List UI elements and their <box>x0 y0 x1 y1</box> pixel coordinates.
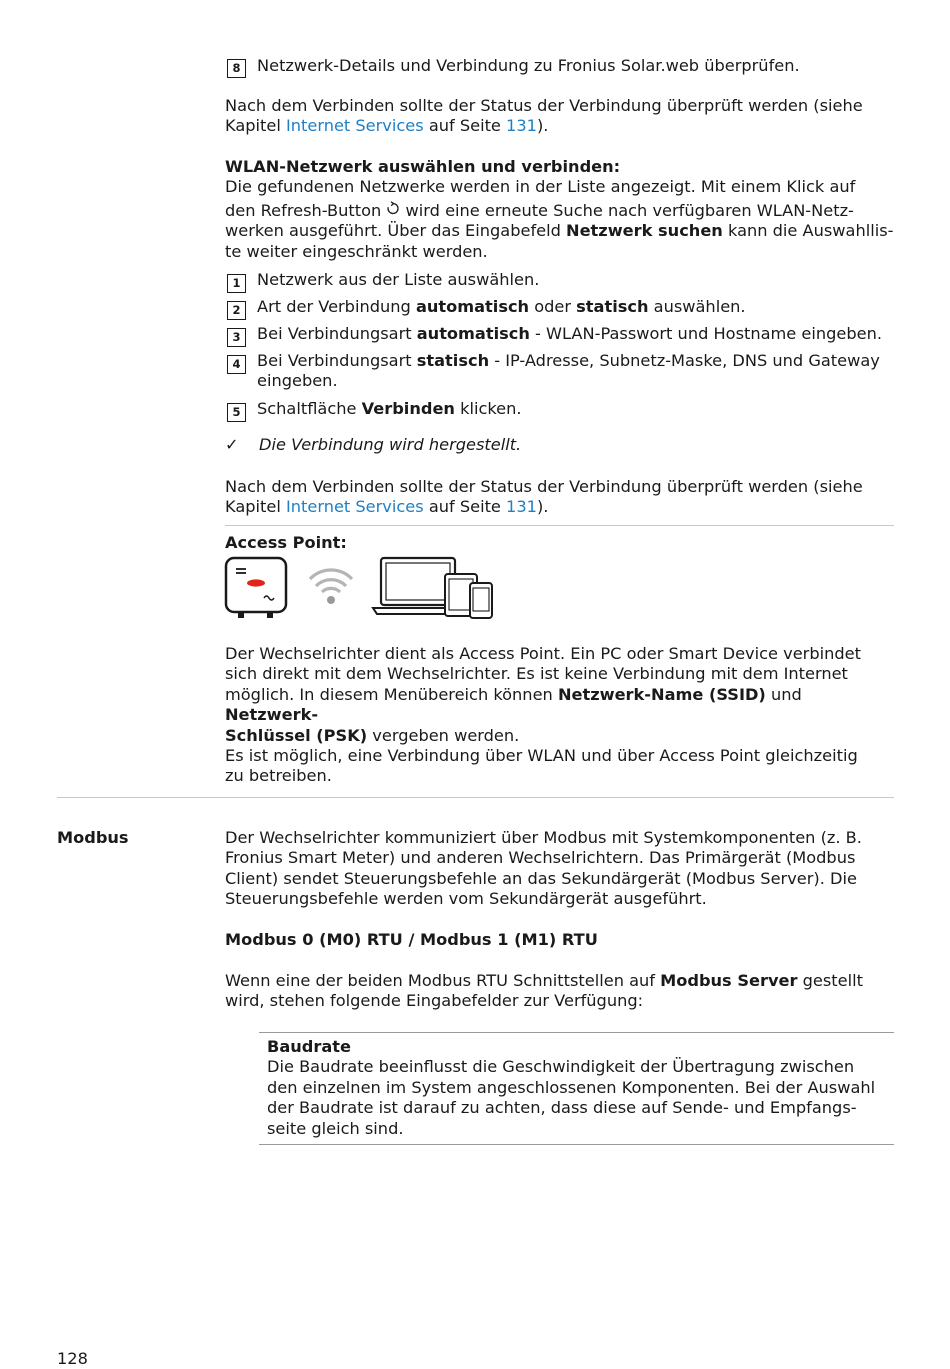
page-131-link-2[interactable]: 131 <box>506 497 537 517</box>
modbus-server-1c: gestellt <box>797 971 863 990</box>
wlan-intro-3c: kann die Auswahllis- <box>722 221 894 241</box>
modbus-line-1: Der Wechselrichter kommuniziert über Modbus mit Systemkomponenten (z. B. <box>225 828 862 847</box>
page-131-link[interactable]: 131 <box>506 116 537 136</box>
section-divider <box>225 525 894 526</box>
step-text-2 <box>257 297 897 317</box>
status-check-paragraph-2 <box>225 477 895 518</box>
step-2-e: auswählen. <box>648 297 746 316</box>
verbinden-term: Verbinden <box>361 399 455 418</box>
step-number-8: 8 <box>227 59 246 78</box>
netzwerk-suchen-term: Netzwerk suchen <box>566 221 723 241</box>
ap-line-2: sich direkt mit dem Wechselrichter. Es ist keine Verbindung mit dem Internet <box>225 664 848 684</box>
status-check-text: Nach dem Verbinden sollte der Status der Verbindung überprüft werden (siehe Kapitel <box>225 96 863 136</box>
baudrate-line-1: Die Baudrate beeinflusst die Geschwindigkeit der Übertragung zwischen <box>267 1057 855 1077</box>
refresh-icon <box>386 201 400 217</box>
access-point-heading-text: Access Point: <box>225 533 347 552</box>
step-5-a: Schaltfläche <box>257 399 362 418</box>
ap-line-3c: und <box>765 684 802 704</box>
ap-line-6: zu betreiben. <box>225 766 332 786</box>
baudrate-line-2: den einzelnen im System angeschlossenen Komponenten. Bei der Auswahl <box>267 1077 876 1097</box>
step-3-a: Bei Verbindungsart <box>257 324 417 343</box>
step-3-c: - WLAN-Passwort und Hostname eingeben. <box>529 324 882 343</box>
step-4-b: statisch <box>416 351 490 370</box>
wlan-intro-line-1: Die gefundenen Netzwerke werden in der Liste angezeigt. Mit einem Klick auf <box>225 177 856 197</box>
step-number-2: 2 <box>227 301 246 320</box>
ap-line-1: Der Wechselrichter dient als Access Point. Ein PC oder Smart Device verbindet <box>225 644 861 663</box>
modbus-subheading <box>225 930 895 950</box>
wlan-heading: WLAN-Netzwerk auswählen und verbinden: <box>225 157 621 176</box>
wifi-icon <box>310 570 352 604</box>
modbus-server-1a: Wenn eine der beiden Modbus RTU Schnittstellen auf <box>225 971 661 990</box>
ap-line-4b: vergeben werden. <box>367 725 520 745</box>
inverter-icon <box>226 558 286 618</box>
status-check-text-mid: auf Seite <box>423 116 507 136</box>
modbus-server-line-1 <box>225 971 895 991</box>
wlan-intro-line-2 <box>225 201 895 221</box>
result-checkmark: ✓ <box>225 435 239 454</box>
modbus-divider <box>57 797 894 798</box>
step-2-c: oder <box>529 297 577 316</box>
status-check-text-post: ). <box>536 116 549 136</box>
step-text-5 <box>257 399 897 419</box>
modbus-side-label <box>57 828 129 848</box>
step-number-3: 3 <box>227 328 246 347</box>
step-2-b: automatisch <box>415 297 530 316</box>
page-number: 128 <box>57 1349 88 1368</box>
step-5-c: klicken. <box>454 399 522 418</box>
step-4-a: Bei Verbindungsart <box>257 351 417 370</box>
result-text: Die Verbindung wird hergestellt. <box>259 435 522 454</box>
phone-icon <box>470 583 492 618</box>
baudrate-line-4: seite gleich sind. <box>267 1118 404 1138</box>
modbus-server-term: Modbus Server <box>660 971 798 990</box>
baudrate-title: Baudrate <box>267 1037 351 1056</box>
step-text-3 <box>257 324 897 344</box>
baudrate-line-3: der Baudrate ist darauf zu achten, dass diese auf Sende- und Empfangs- <box>267 1098 857 1118</box>
ap-line-3a: möglich. In diesem Menübereich können <box>225 684 558 704</box>
modbus-server-line-2: wird, stehen folgende Eingabefelder zur Verfügung: <box>225 991 644 1011</box>
internet-services-link[interactable]: Internet Services <box>285 116 424 136</box>
baudrate-block <box>267 1037 892 1139</box>
ap-line-3 <box>225 685 895 726</box>
baudrate-box-bottom <box>259 1144 894 1145</box>
access-point-description <box>225 644 895 787</box>
wlan-intro-line-3 <box>225 221 895 241</box>
baudrate-box-top <box>259 1032 894 1033</box>
step-2-d: statisch <box>576 297 649 316</box>
modbus-line-3: Client) sendet Steuerungsbefehle an das Sekundärgerät (Modbus Server). Die <box>225 868 857 888</box>
step-4-d: eingeben. <box>257 371 338 391</box>
modbus-subheading-text: Modbus 0 (M0) RTU / Modbus 1 (M1) RTU <box>225 930 598 949</box>
internet-services-link-2[interactable]: Internet Services <box>285 497 424 517</box>
access-point-illustration <box>224 556 504 622</box>
modbus-line-2: Fronius Smart Meter) und anderen Wechselrichtern. Das Primärgerät (Modbus <box>225 848 856 868</box>
wlan-intro-2b: wird eine erneute Suche nach verfügbaren WLAN-Netz- <box>400 200 854 220</box>
modbus-line-4: Steuerungsbefehle werden vom Sekundärgerät ausgeführt. <box>225 889 707 909</box>
status-check-text-mid-2: auf Seite <box>423 497 507 517</box>
psk-term-part-1: Netzwerk- <box>225 705 319 725</box>
modbus-intro <box>225 828 895 910</box>
step-text-8: Netzwerk-Details und Verbindung zu Fronius Solar.web überprüfen. <box>257 56 800 75</box>
modbus-side-label-text: Modbus <box>57 828 129 847</box>
wlan-intro-line-4: te weiter eingeschränkt werden. <box>225 241 488 261</box>
step-number-5: 5 <box>227 403 246 422</box>
modbus-server-paragraph <box>225 971 895 1012</box>
access-point-heading <box>225 533 895 553</box>
step-text-1: Netzwerk aus der Liste auswählen. <box>257 270 540 289</box>
step-2-a: Art der Verbindung <box>257 297 416 316</box>
wlan-intro-2a: den Refresh-Button <box>225 200 387 220</box>
status-check-text-2: Nach dem Verbinden sollte der Status der Verbindung überprüft werden (siehe Kapitel <box>225 477 863 517</box>
wlan-section <box>225 157 895 262</box>
step-4-c: - IP-Adresse, Subnetz-Maske, DNS und Gateway <box>489 351 880 370</box>
ssid-term: Netzwerk-Name (SSID) <box>557 684 766 704</box>
ap-line-4 <box>225 726 895 746</box>
step-number-1: 1 <box>227 274 246 293</box>
status-check-paragraph-1 <box>225 96 895 137</box>
step-number-4: 4 <box>227 355 246 374</box>
wlan-intro-3a: werken ausgeführt. Über das Eingabefeld <box>225 221 567 241</box>
step-text-4 <box>257 351 897 392</box>
psk-term-part-2: Schlüssel (PSK) <box>225 725 368 745</box>
status-check-text-post-2: ). <box>536 497 549 517</box>
ap-line-5: Es ist möglich, eine Verbindung über WLAN und über Access Point gleichzeitig <box>225 746 858 766</box>
step-3-b: automatisch <box>416 324 530 343</box>
